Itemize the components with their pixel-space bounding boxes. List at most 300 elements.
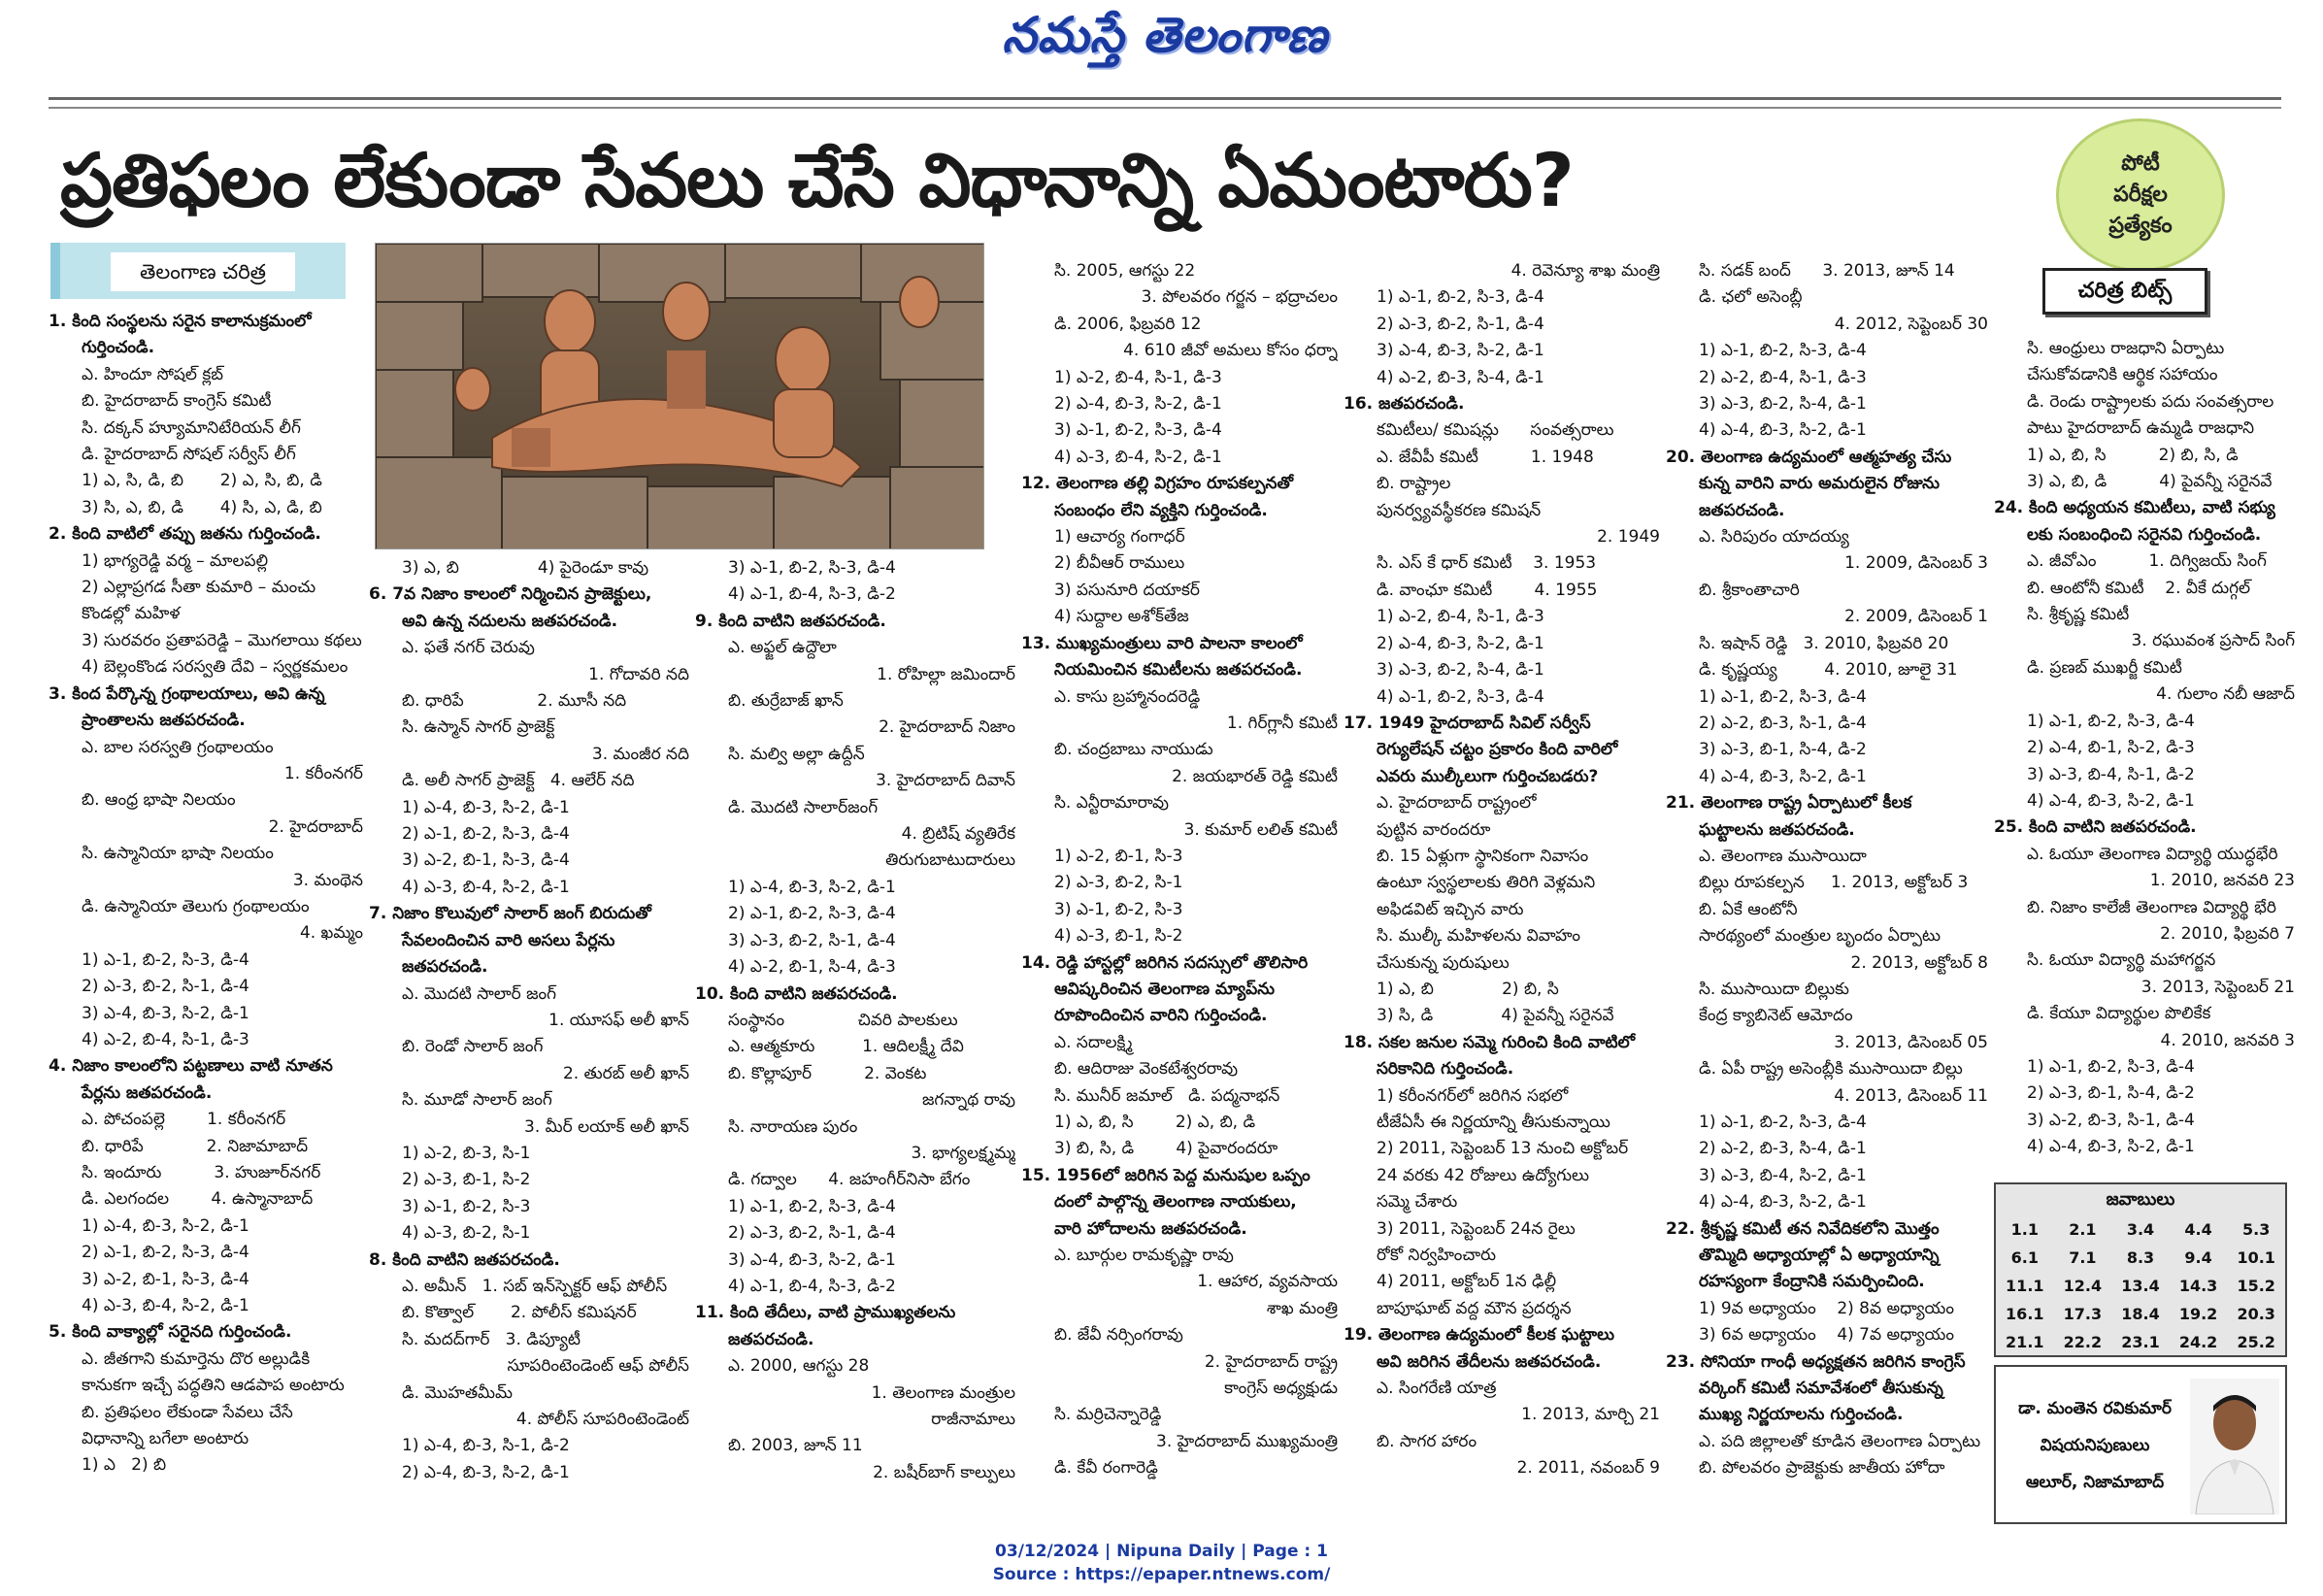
option-line: 1) ఎ-1, బి-2, సి-3, డి-4	[2027, 711, 2195, 731]
answer-cell: 6.1	[2010, 1248, 2039, 1267]
option-line: బి. ప్రతిఫలం లేకుండా సేవలు చేసే	[82, 1402, 293, 1422]
option-line: 1. 2009, డిసెంబర్ 3	[1844, 553, 1988, 574]
author-box	[1994, 1365, 2287, 1524]
option-line: 1) ఎ-1, బి-2, సి-3, డి-4	[1699, 1113, 1867, 1132]
question-line: సరికానిది గుర్తించండి.	[1377, 1059, 1514, 1080]
footer-date-line: 03/12/2024 | Nipuna Daily | Page : 1	[995, 1542, 1328, 1561]
option-line: 2. 2011, నవంబర్ 9	[1516, 1458, 1660, 1479]
option-line: 1) ఎ-2, బి-3, సి-1	[402, 1143, 531, 1163]
option-line: సి. ఓయూ విద్యార్థి మహాగర్జన	[2027, 950, 2216, 971]
option-line: 1) ఎ-1, బి-2, సి-3, డి-4	[1699, 341, 1867, 361]
option-line: బి. తుర్రేబాజ్ ఖాన్	[728, 691, 844, 712]
option-line: ఎ. జీవోఎం 1. దిగ్విజయ్ సింగ్	[2027, 551, 2267, 572]
author-name: డా. మంతెన రవికుమార్	[2018, 1399, 2172, 1418]
option-line: సి. దక్కన్ హ్యూమానిటేరియన్ లీగ్	[82, 417, 301, 438]
option-line: 1) భాగ్యరెడ్డి వర్మ – మాలపల్లి	[82, 550, 269, 571]
option-line: 3) ఎ-1, బి-2, సి-3	[1054, 899, 1183, 919]
option-line: 2. బషీర్‌బాగ్ కాల్పులు	[873, 1462, 1015, 1482]
question-line: జతపరచండి.	[402, 957, 488, 978]
option-line: 2) ఎ-1, బి-2, సి-3, డి-4	[82, 1243, 249, 1263]
option-line: సంస్థానం చివరి పాలకులు	[728, 1010, 958, 1030]
option-line: చేసుకోవడానికి ఆర్థిక సహాయం	[2027, 365, 2218, 385]
question-line: రెగ్యులేషన్ చట్టం ప్రకారం కింది వారిలో	[1377, 740, 1618, 760]
option-line: 2) ఎ-4, బి-3, సి-2, డి-1	[402, 1462, 570, 1482]
option-line: 3) ఎ-4, బి-3, సి-2, డి-1	[728, 1249, 896, 1270]
page-headline: ప్రతిఫలం లేకుండా సేవలు చేసే విధానాన్ని ఏమంటారు?	[60, 137, 1574, 223]
option-line: డి. ఎలగందల 4. ఉస్మానాబాద్	[82, 1189, 314, 1210]
option-line: ఎ. 2000, ఆగస్టు 28	[728, 1356, 870, 1377]
option-line: డి. అలీ సాగర్ ప్రాజెక్ట్ 4. ఆలేర్ నది	[402, 771, 635, 791]
header-rule-thin	[49, 107, 2281, 109]
option-line: ఎ. సిరిపురం యాదయ్య	[1699, 527, 1849, 548]
option-line: 3. 2013, సెప్టెంబర్ 21	[2140, 977, 2295, 997]
option-line: 3) సురవరం ప్రతాపరెడ్డి – మొగలాయి కథలు	[82, 630, 362, 650]
option-line: డి. 2006, ఫిబ్రవరి 12	[1054, 314, 1202, 334]
option-line: 4) ఎ-4, బి-3, సి-2, డి-1	[1699, 420, 1867, 441]
answer-cell: 2.1	[2069, 1220, 2097, 1239]
questions-column-4	[1021, 258, 1338, 1530]
option-line: బి. కొల్లాపూర్ 2. వెంకట	[728, 1063, 927, 1083]
option-line: 1) ఎ-1, బి-2, సి-3, డి-4	[728, 1196, 896, 1216]
question-line: పేర్లను జతపరచండి.	[82, 1082, 213, 1103]
option-line: 2) ఎల్లాప్రగడ సీతా కుమారి – మంచు	[82, 578, 316, 598]
option-line: 2) బీవీఆర్ రాములు	[1054, 553, 1185, 574]
answer-key-title: జవాబులు	[2106, 1189, 2175, 1210]
option-line: సి. ఎస్ కే ధార్ కమిటీ 3. 1953	[1377, 553, 1597, 574]
option-line: ఎ. బూర్గుల రామకృష్ణా రావు	[1054, 1246, 1234, 1266]
answer-cell: 11.1	[2006, 1277, 2044, 1295]
question-line: 21. తెలంగాణ రాష్ట్ర ఏర్పాటులో కీలక	[1666, 793, 1912, 814]
option-line: బి. 2003, జూన్ 11	[728, 1436, 863, 1456]
option-line: సి. మూడో సాలార్ జంగ్	[402, 1090, 552, 1111]
option-line: 3) ఎ-2, బి-3, సి-1, డి-4	[2027, 1110, 2195, 1130]
option-line: ఎ. బాల సరస్వతి గ్రంథాలయం	[82, 737, 274, 757]
option-line: 2) ఎ-3, బి-2, సి-1, డి-4	[82, 977, 249, 997]
question-line: 10. కింది వాటిని జతపరచండి.	[695, 983, 898, 1004]
question-line: ఆవిష్కరించిన తెలంగాణ మ్యాప్‌ను	[1054, 979, 1276, 999]
answer-cell: 16.1	[2006, 1305, 2044, 1323]
option-line: 4) ఎ-3, బి-1, సి-2	[1054, 926, 1183, 947]
option-line: 4) ఎ-2, బి-3, సి-4, డి-1	[1377, 367, 1544, 387]
option-line: కొండల్లో మహిళ	[82, 604, 181, 624]
option-line: 4) ఎ-3, బి-4, సి-2, డి-1	[1054, 447, 1222, 467]
answer-cell: 1.1	[2010, 1220, 2039, 1239]
option-line: 1. రోహిల్లా జమిందార్	[877, 664, 1015, 684]
questions-column-3	[695, 555, 1015, 1526]
answer-cell: 24.2	[2178, 1333, 2218, 1351]
option-line: బి. సాగర హారం	[1377, 1431, 1477, 1451]
answer-key	[1994, 1182, 2287, 1357]
option-line: 2) ఎ-3, బి-2, సి-1, డి-4	[728, 1223, 896, 1244]
author-place: ఆలూర్, నిజామాబాద్	[2025, 1473, 2165, 1492]
questions-column-5	[1344, 258, 1660, 1530]
option-line: 2. 2009, డిసెంబర్ 1	[1844, 607, 1988, 627]
option-line: 2) ఎ-3, బి-2, సి-1, డి-4	[1377, 314, 1544, 334]
option-line: 1) ఎ, సి, డి, బి 2) ఎ, సి, బి, డి	[82, 471, 322, 491]
option-line: సి. మునీర్ జమాల్ డి. పద్మనాభన్	[1054, 1085, 1280, 1106]
question-line: 6. 7వ నిజాం కాలంలో నిర్మించిన ప్రాజెక్టులు,	[369, 584, 652, 605]
option-line: 3) సి, ఎ, బి, డి 4) సి, ఎ, డి, బి	[82, 497, 322, 517]
option-line: సి. శ్రీకృష్ణ కమిటీ	[2027, 605, 2130, 625]
option-line: బి. ధారిపే 2. నిజామాబాద్	[82, 1136, 309, 1156]
option-line: బి. ఆదిరాజు వెంకటేశ్వరరావు	[1054, 1059, 1239, 1080]
option-line: 2. 2013, అక్టోబర్ 8	[1850, 952, 1988, 973]
option-line: 3) ఎ-2, బి-1, సి-3, డి-4	[402, 850, 570, 871]
option-line: 4) ఎ-4, బి-3, సి-2, డి-1	[2027, 790, 2195, 811]
question-line: కున్న వారిని వారు అమరులైన రోజును	[1699, 474, 1940, 494]
answer-cell: 12.4	[2063, 1277, 2103, 1295]
answer-cell: 9.4	[2184, 1248, 2212, 1267]
option-line: సి. ఉస్మానియా భాషా నిలయం	[82, 844, 274, 864]
option-line: బిల్లు రూపకల్పన 1. 2013, అక్టోబర్ 3	[1699, 873, 1969, 893]
question-line: ప్రాంతాలను జతపరచండి.	[82, 711, 246, 731]
answer-cell: 18.4	[2121, 1305, 2160, 1323]
answer-cell: 22.2	[2063, 1333, 2103, 1351]
option-line: డి. కేవీ రంగారెడ్డి	[1054, 1458, 1158, 1479]
option-line: 3) ఎ-1, బి-2, సి-3, డి-4	[1054, 420, 1222, 441]
option-line: 4. ఖమ్మం	[299, 923, 363, 944]
answer-cell: 7.1	[2069, 1248, 2097, 1267]
option-line: 1) ఎ-4, బి-3, సి-2, డి-1	[82, 1215, 249, 1236]
answer-cell: 23.1	[2121, 1333, 2160, 1351]
option-line: 4. 2010, జనవరి 3	[2160, 1030, 2295, 1050]
question-line: ఘట్టాలను జతపరచండి.	[1699, 819, 1855, 840]
option-line: 2) ఎ-1, బి-2, సి-3, డి-4	[402, 824, 570, 845]
author-photo	[2190, 1379, 2279, 1514]
question-line: సేవలందించిన వారి అసలు పేర్లను	[402, 930, 615, 950]
question-line: 7. నిజాం కొలువులో సాలార్ జంగ్ బిరుదుతో	[369, 904, 651, 924]
option-line: 1) ఎ-1, బి-2, సి-3, డి-4	[1699, 686, 1867, 707]
question-line: 24. కింది అధ్యయన కమిటీలు, వాటి సభ్యు	[1994, 498, 2275, 518]
option-line: డి. ఛలో అసెంబ్లీ	[1699, 287, 1803, 308]
option-line: 2. జయభారత్ రెడ్డి కమిటీ	[1172, 766, 1338, 786]
option-line: పునర్వ్యవస్థీకరణ కమిషన్	[1377, 500, 1542, 520]
option-line: 2) ఎ-3, బి-2, సి-1	[1054, 873, 1183, 893]
option-line: 2. హైదరాబాద్ నిజాం	[879, 717, 1015, 738]
answer-cell: 14.3	[2178, 1277, 2218, 1295]
badge-line-1: పోటీ	[2121, 151, 2160, 176]
option-line: 1) ఎ-2, బి-4, సి-1, డి-3	[1054, 367, 1222, 387]
option-line: సి. ఇందూరు 3. హుజూర్‌నగర్	[82, 1163, 321, 1182]
option-line: 2) ఎ-2, బి-3, సి-4, డి-1	[1699, 1139, 1867, 1159]
option-line: బి. ధారిపే 2. మూసీ నది	[402, 691, 627, 712]
option-line: 3) ఎ-3, బి-4, సి-2, డి-1	[1699, 1165, 1867, 1185]
option-line: 1) ఎ 2) బి	[82, 1455, 167, 1476]
option-line: ఎ. ఫతే నగర్ చెరువు	[402, 638, 535, 658]
option-line: 3. కుమార్ లలిత్ కమిటీ	[1183, 819, 1338, 840]
option-line: డి. మొదటి సాలార్‌జంగ్	[728, 797, 879, 817]
option-line: సమ్మె చేశారు	[1377, 1192, 1458, 1213]
option-line: సూపరింటెండెంట్ ఆఫ్ పోలీస్	[507, 1356, 689, 1377]
option-line: బి. కొత్వాల్ 2. పోలీస్ కమిషనర్	[402, 1303, 637, 1323]
option-line: 1) ఎ-4, బి-3, సి-2, డి-1	[728, 877, 896, 897]
option-line: 1) ఎ-1, బి-2, సి-3, డి-4	[2027, 1056, 2195, 1077]
option-line: 1) ఎ-2, బి-1, సి-3	[1054, 846, 1183, 866]
question-line: గుర్తించండి.	[82, 338, 155, 358]
option-line: ఎ. తెలంగాణ ముసాయిదా	[1699, 846, 1867, 866]
question-line: లకు సంబంధించి సరైనవి గుర్తించండి.	[2027, 524, 2262, 545]
option-line: 3. మీర్ లయాక్ అలీ ఖాన్	[524, 1116, 689, 1137]
question-line: 8. కింది వాటిని జతపరచండి.	[369, 1249, 560, 1270]
option-line: 1. యూసఫ్ అలీ ఖాన్	[548, 1010, 689, 1030]
option-line: 3. పోలవరం గర్జన – భద్రాచలం	[1141, 287, 1338, 308]
option-line: 2. 1949	[1597, 527, 1660, 548]
option-line: ఎ. సింగరేణి యాత్ర	[1377, 1379, 1497, 1399]
questions-column-2	[369, 555, 689, 1526]
option-line: 4. 2012, సెప్టెంబర్ 30	[1834, 314, 1988, 334]
option-line: 3) సి, డి 4) పైవన్నీ సరైనవే	[1377, 1006, 1614, 1026]
answer-key-table	[1996, 1215, 2285, 1356]
option-line: 3) ఎ-2, బి-1, సి-3, డి-4	[82, 1269, 249, 1289]
option-line: 4. బ్రిటిష్ వ్యతిరేక	[901, 824, 1015, 845]
option-line: తిరుగుబాటుదారులు	[885, 850, 1015, 871]
option-line: 4. 2013, డిసెంబర్ 11	[1834, 1085, 1988, 1106]
option-line: 2) 2011, సెప్టెంబర్ 13 నుంచి అక్టోబర్	[1377, 1139, 1629, 1159]
option-line: ఎ. సదాలక్ష్మి	[1054, 1032, 1133, 1052]
author-credit	[2006, 1390, 2184, 1501]
option-line: 4) ఎ-3, బి-4, సి-2, డి-1	[402, 877, 570, 897]
answer-cell: 15.2	[2237, 1277, 2275, 1295]
question-line: 1. కింది సంస్థలను సరైన కాలానుక్రమంలో	[49, 312, 312, 331]
option-line: 4) ఎ-4, బి-3, సి-2, డి-1	[1699, 1192, 1867, 1213]
option-line: సి. మర్రిచెన్నారెడ్డి	[1054, 1405, 1162, 1425]
option-line: 3) ఎ, బి, డి 4) పైవన్నీ సరైనవే	[2027, 472, 2273, 492]
answer-cell: 21.1	[2006, 1333, 2044, 1351]
section-label-text: తెలంగాణ చరిత్ర	[111, 252, 295, 291]
question-line: 23. సోనియా గాంధీ అధ్యక్షతన జరిగిన కాంగ్రెస్	[1666, 1351, 1966, 1372]
option-line: 4) సుద్దాల అశోక్‌తేజ	[1054, 607, 1189, 627]
option-line: 3) ఎ-4, బి-3, సి-2, డి-1	[82, 1003, 249, 1023]
option-line: 3) ఎ-1, బి-2, సి-3, డి-4	[728, 558, 896, 578]
question-line: వారి హోదాలను జతపరచండి.	[1054, 1218, 1247, 1239]
option-line: ఉంటూ స్వస్థలాలకు తిరిగి వెళ్లమని	[1377, 873, 1596, 893]
option-line: ఎ. అమీన్ 1. సబ్ ఇన్‌స్పెక్టర్ ఆఫ్ పోలీస్	[402, 1276, 668, 1296]
option-line: 1. 2010, జనవరి 23	[2149, 871, 2295, 891]
badge-line-2: పరీక్షల	[2113, 183, 2168, 207]
answer-cell: 3.4	[2126, 1220, 2155, 1239]
option-line: సి. ముసాయిదా బిల్లుకు	[1699, 979, 1849, 999]
option-line: 3) ఎ-3, బి-4, సి-1, డి-2	[2027, 764, 2195, 784]
option-line: సి. మల్వి అల్లా ఉద్దీన్	[728, 744, 865, 764]
option-line: విధానాన్ని బగేలా అంటారు	[82, 1429, 249, 1449]
option-line: సి. మదద్‌గార్ 3. డిప్యూటీ	[402, 1329, 581, 1349]
option-line: 3. మంథెన	[292, 870, 363, 890]
option-line: ఎ. ఆత్మకూరు 1. ఆదిలక్ష్మీ దేవి	[728, 1037, 964, 1057]
answer-row	[1996, 1328, 2285, 1356]
question-line: 17. 1949 హైదరాబాద్ సివిల్ సర్వీస్	[1344, 713, 1591, 733]
questions-column-7	[1994, 336, 2295, 1180]
option-line: బి. హైదరాబాద్ కాంగ్రెస్ కమిటీ	[82, 391, 272, 412]
answer-cell: 13.4	[2121, 1277, 2160, 1295]
option-line: బి. ఏకే ఆంటోనీ	[1699, 899, 1798, 919]
option-line: బి. జేవీ నర్సింగరావు	[1054, 1325, 1183, 1346]
option-line: 3) ఎ, బి 4) పైరెండూ కావు	[402, 558, 649, 578]
option-line: 1. గిర్‌గ్లానీ కమిటీ	[1226, 713, 1338, 733]
option-line: 2) ఎ-3, బి-1, సి-2	[402, 1170, 531, 1190]
option-line: ఎ. కాసు బ్రహ్మానందరెడ్డి	[1054, 686, 1201, 707]
option-line: పాటు హైదరాబాద్ ఉమ్మడి రాజధాని	[2027, 418, 2255, 439]
option-line: కానుకగా ఇచ్చే పద్ధతిని ఆడపాప అంటారు	[82, 1376, 345, 1396]
option-line: ఎ. పోచంపల్లె 1. కరీంనగర్	[82, 1110, 286, 1130]
question-line: నియమించిన కమిటీలను జతపరచండి.	[1054, 660, 1303, 681]
question-line: 19. తెలంగాణ ఉద్యమంలో కీలక ఘట్టాలు	[1344, 1325, 1615, 1346]
option-line: బి. రెండో సాలార్ జంగ్	[402, 1037, 544, 1057]
answer-row	[1996, 1215, 2285, 1244]
option-line: 3. హైదరాబాద్ ముఖ్యమంత్రి	[1156, 1431, 1338, 1451]
option-line: ఎ. హైదరాబాద్ రాష్ట్రంలో	[1377, 793, 1537, 814]
question-line: 20. తెలంగాణ ఉద్యమంలో ఆత్మహత్య చేసు	[1666, 447, 1952, 467]
question-line: దంలో పాల్గొన్న తెలంగాణ నాయకులు,	[1054, 1192, 1297, 1213]
question-line: వర్కింగ్ కమిటీ సమావేశంలో తీసుకున్న	[1699, 1379, 1943, 1399]
option-line: 1. కరీంనగర్	[283, 763, 363, 783]
option-line: 4) ఎ-2, బి-1, సి-4, డి-3	[728, 957, 896, 978]
option-line: 3) ఎ-1, బి-2, సి-3	[402, 1196, 531, 1216]
option-line: డి. ఉస్మానియా తెలుగు గ్రంథాలయం	[82, 896, 310, 916]
questions-column-6	[1666, 258, 1988, 1530]
option-line: 4) ఎ-3, బి-2, సి-1	[402, 1223, 531, 1244]
option-line: ఎ. అఫ్జల్ ఉద్దౌలా	[728, 638, 837, 658]
option-line: 3. భాగ్యలక్ష్మమ్మ	[911, 1143, 1015, 1163]
option-line: 4) 2011, అక్టోబర్ 1న ఢిల్లీ	[1377, 1272, 1557, 1292]
option-line: సి. సడక్ బంద్ 3. 2013, జూన్ 14	[1699, 261, 1955, 281]
option-line: 4) బెల్లంకొండ సరస్వతి దేవి – స్వర్ణకమలం	[82, 657, 348, 678]
exam-special-badge	[2056, 118, 2225, 272]
option-line: 3) ఎ-3, బి-2, సి-4, డి-1	[1699, 394, 1867, 415]
option-line: 2) ఎ-3, బి-1, సి-4, డి-2	[2027, 1083, 2195, 1104]
option-line: శాఖ మంత్రి	[1266, 1298, 1338, 1318]
author-role: విషయనిపుణులు	[2040, 1436, 2150, 1455]
question-line: ఎవరు ముల్కీలుగా గుర్తించబడరు?	[1377, 766, 1599, 786]
option-line: 1) ఎ-2, బి-4, సి-1, డి-3	[1377, 607, 1544, 627]
option-line: 1. తెలంగాణ మంత్రుల	[871, 1382, 1015, 1403]
question-line: 4. నిజాం కాలంలోని పట్టణాలు వాటి నూతన	[49, 1056, 333, 1077]
option-line: 4) ఎ-1, బి-2, సి-3, డి-4	[1377, 686, 1544, 707]
option-line: కాంగ్రెస్ అధ్యక్షుడు	[1224, 1379, 1338, 1399]
question-line: 12. తెలంగాణ తల్లి విగ్రహం రూపకల్పనతో	[1021, 474, 1294, 494]
question-line: రహస్యంగా కేంద్రానికి సమర్పించింది.	[1699, 1272, 1925, 1292]
option-line: 3. 2013, డిసెంబర్ 05	[1834, 1032, 1988, 1052]
option-line: డి. హైదరాబాద్ సోషల్ సర్వీస్ లీగ్	[82, 445, 296, 465]
option-line: ఎ. మొదటి సాలార్ జంగ్	[402, 983, 557, 1004]
question-line: తొమ్మిది అధ్యాయాల్లో ఏ అధ్యాయాన్ని	[1699, 1246, 1940, 1266]
question-line: అవి జరిగిన తేదీలను జతపరచండి.	[1377, 1351, 1602, 1372]
option-line: 4. పోలీస్ సూపరింటెండెంట్	[515, 1410, 689, 1429]
answer-cell: 25.2	[2237, 1333, 2275, 1351]
question-line: 2. కింది వాటిలో తప్పు జతను గుర్తించండి.	[49, 524, 321, 545]
question-line: 5. కింది వాక్యాల్లో సరైనది గుర్తించండి.	[49, 1322, 292, 1343]
option-line: సి. ఎన్టీరామారావు	[1054, 793, 1169, 814]
option-line: డి. మొహతమీమ్	[402, 1382, 514, 1403]
option-line: 3. మంజీర నది	[591, 744, 689, 764]
option-line: 3) ఎ-3, బి-1, సి-4, డి-2	[1699, 740, 1867, 760]
option-line: టీజేఏసీ ఈ నిర్ణయాన్ని తీసుకున్నాయి	[1377, 1113, 1610, 1132]
answer-cell: 5.3	[2242, 1220, 2271, 1239]
option-line: 2) ఎ-2, బి-4, సి-1, డి-3	[1699, 367, 1867, 387]
option-line: బి. చంద్రబాబు నాయుడు	[1054, 740, 1213, 760]
option-line: 3. హైదరాబాద్ దివాన్	[876, 771, 1015, 791]
answer-cell: 17.3	[2063, 1305, 2103, 1323]
question-line: ముఖ్య నిర్ణయాలను గుర్తించండి.	[1699, 1405, 1904, 1425]
option-line: 1. ఆహార, వ్యవసాయ	[1197, 1272, 1338, 1292]
option-line: బి. రాష్ట్రాల	[1377, 474, 1451, 494]
option-line: సి. ఉస్మాన్ సాగర్ ప్రాజెక్ట్	[402, 717, 555, 738]
option-line: 1) ఎ-1, బి-2, సి-3, డి-4	[1377, 287, 1544, 308]
question-line: 11. కింది తేదీలు, వాటి ప్రాముఖ్యతలను	[695, 1303, 956, 1323]
option-line: డి. ఏపీ రాష్ట్ర అసెంబ్లీకి ముసాయిదా బిల్లు	[1699, 1059, 1963, 1080]
question-line: జతపరచండి.	[1699, 500, 1785, 520]
option-line: బి. 15 ఏళ్లుగా స్థానికంగా నివాసం	[1377, 846, 1589, 866]
option-line: 2) ఎ-4, బి-3, సి-2, డి-1	[1377, 633, 1544, 653]
option-line: డి. గద్వాల 4. జహంగీర్‌నిసా బేగం	[728, 1170, 971, 1190]
option-line: 1. గోదావరి నది	[588, 664, 689, 684]
option-line: 4) ఎ-3, బి-4, సి-2, డి-1	[82, 1296, 249, 1316]
option-line: 4) ఎ-2, బి-4, సి-1, డి-3	[82, 1029, 249, 1049]
option-line: ఎ. ఓయూ తెలంగాణ విద్యార్థి యుద్ధభేరి	[2027, 844, 2278, 864]
option-line: 4. గులాం నబీ ఆజాద్	[2156, 684, 2295, 705]
option-line: 3) ఎ-4, బి-3, సి-2, డి-1	[1377, 341, 1544, 361]
answer-cell: 4.4	[2184, 1220, 2212, 1239]
option-line: ఎ. జేవీపీ కమిటీ 1. 1948	[1377, 447, 1594, 467]
option-line: బాపూఘాట్ వద్ద మౌన ప్రదర్శన	[1377, 1298, 1572, 1318]
option-line: 1) కరీంనగర్‌లో జరిగిన సభలో	[1377, 1085, 1569, 1106]
option-line: 2) ఎ-4, బి-1, సి-2, డి-3	[2027, 738, 2195, 758]
question-line: 18. సకల జనుల సమ్మె గురించి కింది వాటిలో	[1344, 1032, 1636, 1052]
question-line: 22. శ్రీకృష్ణ కమిటీ తన నివేదికలోని మొత్తం	[1666, 1218, 1940, 1239]
question-line: 15. 1956లో జరిగిన పెద్ద మనుషుల ఒప్పం	[1021, 1165, 1311, 1185]
masthead	[0, 0, 2323, 97]
option-line: 3) 6వ అధ్యాయం 4) 7వ అధ్యాయం	[1699, 1325, 1955, 1346]
option-line: సి. ఆంధ్రులు రాజధాని ఏర్పాటు	[2027, 339, 2225, 358]
option-line: రాజీనామాలు	[931, 1410, 1015, 1429]
questions-column-1	[49, 309, 363, 1532]
option-line: అఫిడవిట్ ఇచ్చిన వారు	[1377, 899, 1524, 919]
option-line: సి. నారాయణ పురం	[728, 1116, 858, 1137]
answer-row	[1996, 1300, 2285, 1328]
option-line: 4. రెవెన్యూ శాఖ మంత్రి	[1510, 261, 1660, 281]
option-line: కమిటీలు/ కమిషన్లు సంవత్సరాలు	[1377, 420, 1614, 441]
question-line: అవి ఉన్న నదులను జతపరచండి.	[402, 611, 618, 631]
question-line: రూపొందించిన వారిని గుర్తించండి.	[1054, 1006, 1268, 1026]
option-line: 4. 610 జీవో అమలు కోసం ధర్నా	[1123, 341, 1338, 361]
option-line: ఎ. జీతగాని కుమార్తెను దొర అల్లుడికి	[82, 1348, 311, 1369]
answer-cell: 10.1	[2237, 1248, 2275, 1267]
option-line: సి. ఇషాన్ రెడ్డి 3. 2010, ఫిబ్రవరి 20	[1699, 633, 1949, 653]
question-line: జతపరచండి.	[728, 1329, 814, 1349]
answer-cell: 8.3	[2126, 1248, 2155, 1267]
option-line: 1) ఎ-4, బి-3, సి-2, డి-1	[402, 797, 570, 817]
option-line: బి. పోలవరం ప్రాజెక్టుకు జాతీయ హోదా	[1699, 1458, 1945, 1479]
option-line: 3. రఘువంశ ప్రసాద్ సింగ్	[2131, 631, 2295, 651]
temple-sculpture-photo	[375, 243, 984, 549]
option-line: 3) బి, సి, డి 4) పైవారందరూ	[1054, 1139, 1278, 1159]
option-line: చేసుకున్న పురుషులు	[1377, 952, 1510, 973]
option-line: 2) ఎ-1, బి-2, సి-3, డి-4	[728, 904, 896, 924]
option-line: సారథ్యంలో మంత్రుల బృందం ఏర్పాటు	[1699, 926, 1941, 947]
option-line: 1) ఎ, బి 2) బి, సి	[1377, 979, 1559, 999]
option-line: 3) ఎ-3, బి-2, సి-4, డి-1	[1377, 660, 1544, 681]
option-line: 2) ఎ-4, బి-3, సి-2, డి-1	[1054, 394, 1222, 415]
option-line: 1) 9వ అధ్యాయం 2) 8వ అధ్యాయం	[1699, 1298, 1955, 1318]
page-footer	[0, 1540, 2323, 1586]
option-line: డి. ప్రణబ్ ముఖర్జీ కమిటీ	[2027, 657, 2182, 678]
section-label	[50, 243, 346, 299]
question-line: 9. కింది వాటిని జతపరచండి.	[695, 611, 886, 631]
answer-row	[1996, 1272, 2285, 1300]
option-line: డి. రెండు రాష్ట్రాలకు పదు సంవత్సరాల	[2027, 391, 2274, 412]
question-line: 25. కింది వాటిని జతపరచండి.	[1994, 817, 2197, 838]
option-line: సి. 2005, ఆగస్టు 22	[1054, 261, 1196, 281]
question-line: సంబంధం లేని వ్యక్తిని గుర్తించండి.	[1054, 500, 1268, 520]
